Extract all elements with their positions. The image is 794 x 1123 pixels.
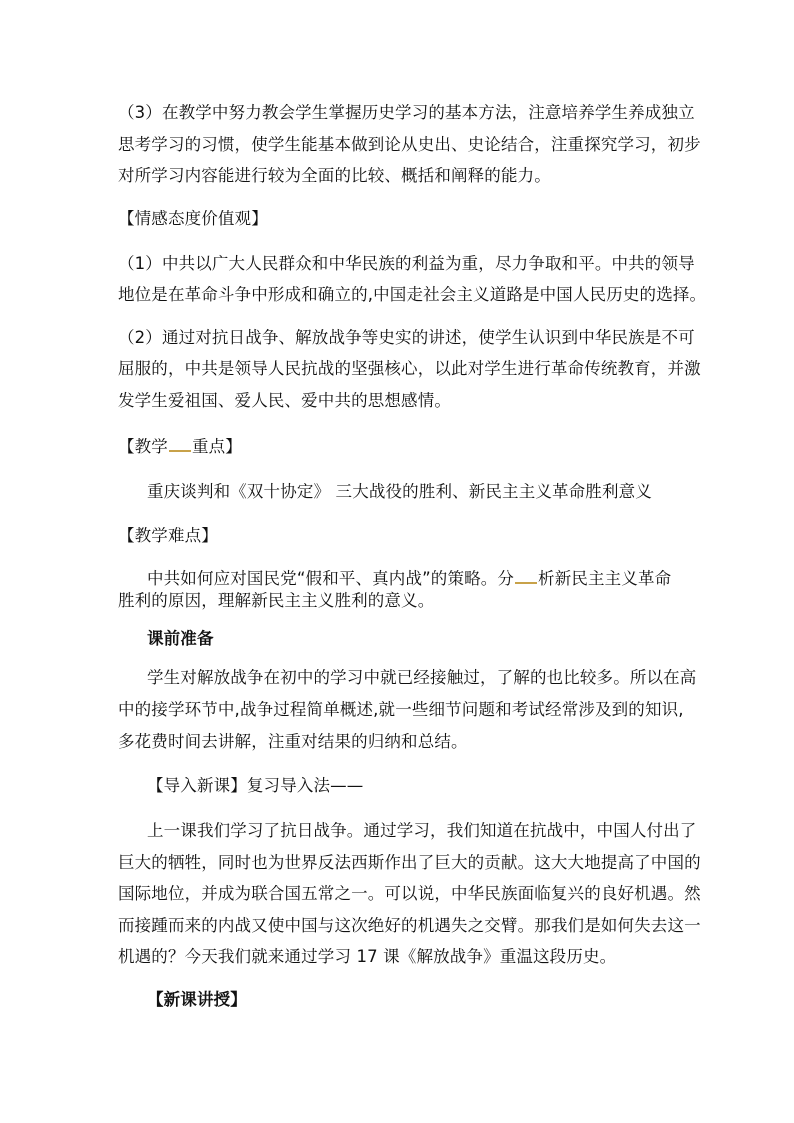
difficulties-line-1: [147, 567, 671, 591]
introduction-line-1: 上一课我们学习了抗日战争。通过学习，我们知道在抗战中，中国人付出了: [147, 821, 697, 840]
difficulties-line-1-part-b: 析新民主主义革命: [538, 569, 672, 588]
preparation-line-3: 多花费时间去讲解，注重对结果的归纳和总结。: [118, 732, 468, 751]
preparation-line-2: 中的接学环节中,战争过程简单概述,就一些细节问题和考试经常涉及到的知识,: [118, 700, 684, 719]
key-points-heading-part-a: 【教学: [118, 437, 168, 456]
difficulties-line-1-part-a: 中共如何应对国民党“假和平、真内战”的策略。分: [147, 569, 515, 588]
objective-3-line-2: 思考学习的习惯，使学生能基本做到论从史出、史论结合，注重探究学习，初步: [118, 135, 701, 154]
introduction-line-5: 机遇的？今天我们就来通过学习 17 课《解放战争》重温这段历史。: [118, 947, 617, 966]
objective-3-line-1: （3）在教学中努力教会学生掌握历史学习的基本方法，注意培养学生养成独立: [118, 103, 695, 122]
key-points-heading: [118, 435, 242, 459]
introduction-line-4: 而接踵而来的内战又使中国与这次绝好的机遇失之交臂。那我们是如何失去这一: [118, 916, 701, 935]
difficulties-heading: 【教学难点】: [118, 526, 218, 545]
introduction-line-3: 国际地位，并成为联合国五常之一。可以说，中华民族面临复兴的良好机遇。然: [118, 884, 701, 903]
value-2-line-2: 屈服的，中共是领导人民抗战的坚强核心，以此对学生进行革命传统教育，并激: [118, 359, 701, 378]
introduction-heading-line: [147, 774, 363, 798]
introduction-heading: 【导入新课】: [147, 776, 247, 795]
highlight-mark: [515, 581, 537, 584]
values-heading: 【情感态度价值观】: [118, 209, 268, 228]
difficulties-line-2: 胜利的原因，理解新民主主义胜利的意义。: [118, 591, 435, 610]
introduction-line-2: 巨大的牺牲，同时也为世界反法西斯作出了巨大的贡献。这大大地提高了中国的: [118, 853, 701, 872]
key-points-heading-part-b: 重点】: [191, 437, 242, 456]
preparation-line-1: 学生对解放战争在初中的学习中就已经接触过，了解的也比较多。所以在高: [147, 668, 697, 687]
key-points-text: 重庆谈判和《双十协定》 三大战役的胜利、新民主主义革命胜利意义: [147, 482, 652, 501]
value-2-line-3: 发学生爱祖国、爱人民、爱中共的思想感情。: [118, 391, 451, 410]
preparation-heading: 课前准备: [147, 629, 214, 648]
objective-3-line-3: 对所学习内容能进行较为全面的比较、概括和阐释的能力。: [118, 166, 551, 185]
introduction-method: 复习导入法——: [246, 776, 364, 795]
value-1-line-1: （1）中共以广大人民群众和中华民族的利益为重，尽力争取和平。中共的领导: [118, 254, 695, 273]
new-lesson-heading: 【新课讲授】: [147, 990, 247, 1009]
value-2-line-1: （2）通过对抗日战争、解放战争等史实的讲述，使学生认识到中华民族是不可: [118, 328, 695, 347]
value-1-line-2: 地位是在革命斗争中形成和确立的,中国走社会主义道路是中国人民历史的选择。: [118, 285, 707, 304]
highlight-mark: [169, 449, 191, 452]
